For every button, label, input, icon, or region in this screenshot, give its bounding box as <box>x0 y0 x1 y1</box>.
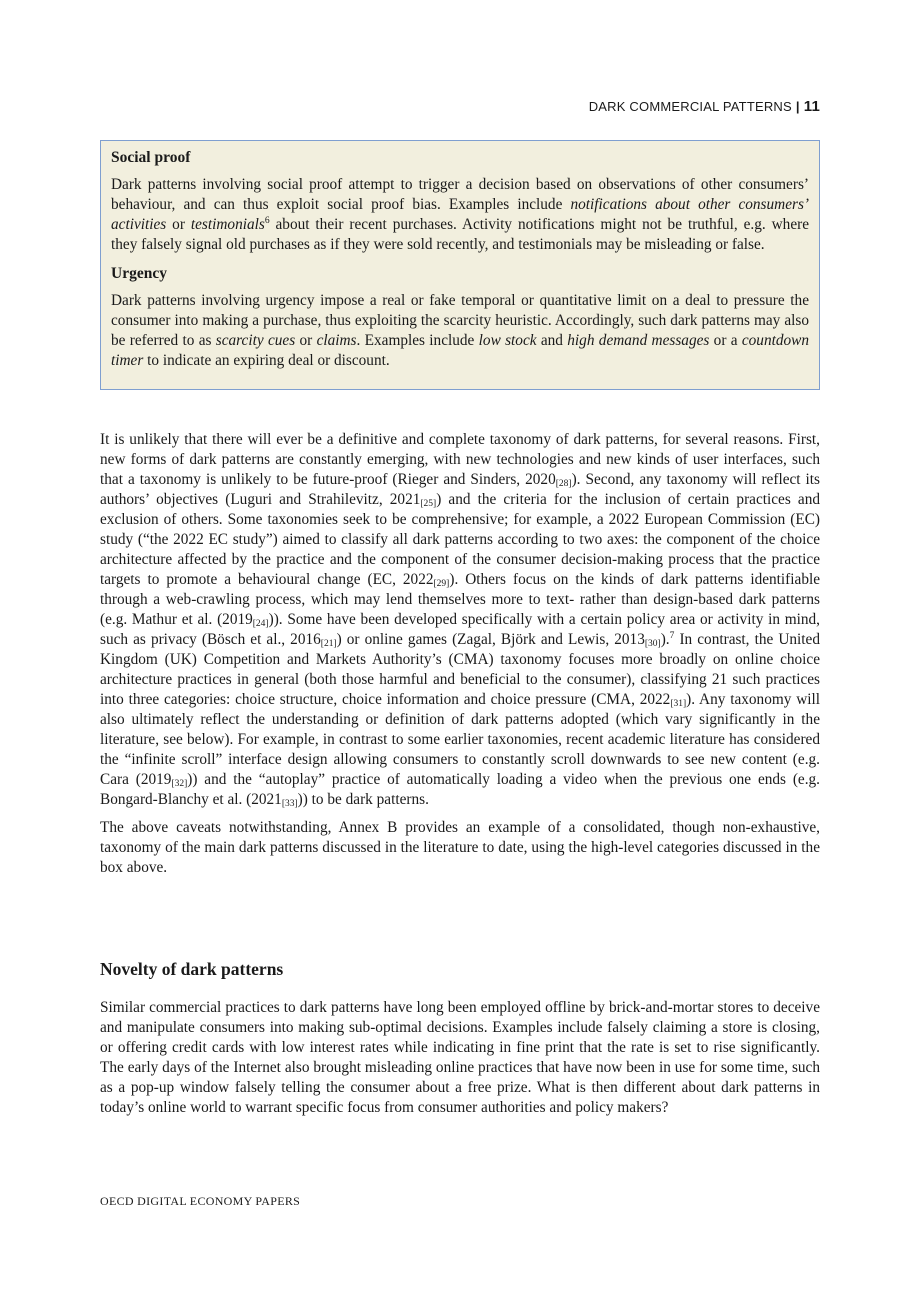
novelty-section <box>100 998 820 1126</box>
citation-33[interactable]: [33] <box>281 799 298 809</box>
citation-25[interactable]: [25] <box>420 499 437 509</box>
urgency-paragraph: Dark patterns involving urgency impose a real or fake temporal or quantitative limit on a deal to pressure the consumer into making a purchase, thus exploiting the scarcity heuristic. Accordingly, such dark patterns may also be referred to as scarcity cues or claims. Examples include low stock and high demand messages or a countdown timer to indicate an expiring deal or discount. <box>111 292 809 369</box>
social-proof-emphasis-2: testimonials <box>190 216 265 233</box>
page-footer: OECD DIGITAL ECONOMY PAPERS <box>100 1194 301 1208</box>
info-box <box>100 140 820 390</box>
social-proof-paragraph: Dark patterns involving social proof attempt to trigger a decision based on observations of other consumers’ behaviour, and can thus exploit social proof bias. Examples include notifications about other consumers’ activities or testimonials$^6$ about their recent purchases. Activity notifications might not be truthful, e.g. where they falsely signal old purchases as if they were sold recently, and testimonials may be misleading or false. <box>111 176 809 253</box>
header-separator: | <box>795 99 800 114</box>
citation-31[interactable]: [31] <box>670 699 687 709</box>
citation-32[interactable]: [32] <box>171 779 188 789</box>
citation-29[interactable]: [29] <box>433 579 450 589</box>
social-proof-heading: Social proof <box>111 149 191 166</box>
social-proof-emphasis-1: notifications about other consumers’ activities <box>111 196 809 233</box>
section-heading: Novelty of dark patterns <box>100 959 284 979</box>
running-title: DARK COMMERCIAL PATTERNS <box>588 99 792 114</box>
taxonomy-paragraph: It is unlikely that there will ever be a definitive and complete taxonomy of dark patterns, for several reasons. First, new forms of dark patterns are constantly emerging, with new technologies and new kinds of user interfaces, such that a taxonomy is unlikely to be future-proof (Rieger and Sinders, $2020_{[28]}$). Second, any taxonomy will reflect its authors’ objectives (Luguri and Strahilevitz, $2021_{[25]}$) and the criteria for the inclusion of certain practices and exclusion of others. Some taxonomies seek to be comprehensive; for example, a 2022 European Commission (EC) study (“the 2022 EC study”) aimed to classify all dark patterns according to two axes: the component of the choice architecture affected by the practice and the component of the consumer decision-making process that the practice targets to promote a behavioural change (EC, $2022_{[29]}$). Others focus on the kinds of dark patterns identifiable through a web-crawling process, which may lend themselves more to text- rather than design-based dark patterns (e.g. Mathur et al. $(2019_{[24]})$). Some have been developed specifically with a certain policy area or activity in mind, such as privacy (Bösch et al., $2016_{[21]}$) or online games (Zagal, Björk and Lewis, $2013_{[30]}).^7$ In contrast, the United Kingdom (UK) Competition and Markets Authority’s (CMA) taxonomy focuses more broadly on online choice architecture practices in general (both those harmful and beneficial to the consumer), classifying 21 such practices into three categories: choice structure, choice information and choice pressure (CMA, $2022_{[31]}$). Any taxonomy will also ultimately reflect the understanding or definition of dark patterns adopted (which vary significantly in the literature, see below). For example, in contrast to some earlier taxonomies, recent academic literature has considered the “infinite scroll” interface design allowing consumers to constantly scroll downwards to see new content (e.g. Cara $(2019_{[32]})$) and the “autoplay” practice of automatically loading a video when the previous one ends (e.g. Bongard-Blanchy et al. $(2021_{[33]})$) to be dark patterns. <box>100 431 821 809</box>
footnote-marker-6[interactable]: 6 <box>264 215 270 226</box>
citation-24[interactable]: [24] <box>252 619 269 629</box>
citation-30[interactable]: [30] <box>644 639 661 649</box>
annex-paragraph: The above caveats notwithstanding, Annex B provides an example of a consolidated, though non-exhaustive, taxonomy of the main dark patterns discussed in the literature to date, using the high-level categories discussed in the box above. <box>100 819 820 876</box>
page-number: 11 <box>803 98 820 115</box>
novelty-paragraph: Similar commercial practices to dark patterns have long been employed offline by brick-and-mortar stores to deceive and manipulate consumers into making sub-optimal decisions. Examples include falsely claiming a store is closing, or offering credit cards with low interest rates while indicating in fine print that the rate is set to rise significantly. The early days of the Internet also brought misleading online practices that have now been in use for some time, such as a pop-up window falsely telling the consumer about a free prize. What is then different about dark patterns in today’s online world to warrant specific focus from consumer authorities and policy makers? <box>100 999 820 1116</box>
citation-28[interactable]: [28] <box>555 479 572 489</box>
footnote-marker-7[interactable]: 7 <box>669 630 675 641</box>
body-section <box>100 430 820 886</box>
urgency-heading: Urgency <box>111 265 167 282</box>
citation-21[interactable]: [21] <box>320 639 337 649</box>
page-header <box>589 98 820 115</box>
